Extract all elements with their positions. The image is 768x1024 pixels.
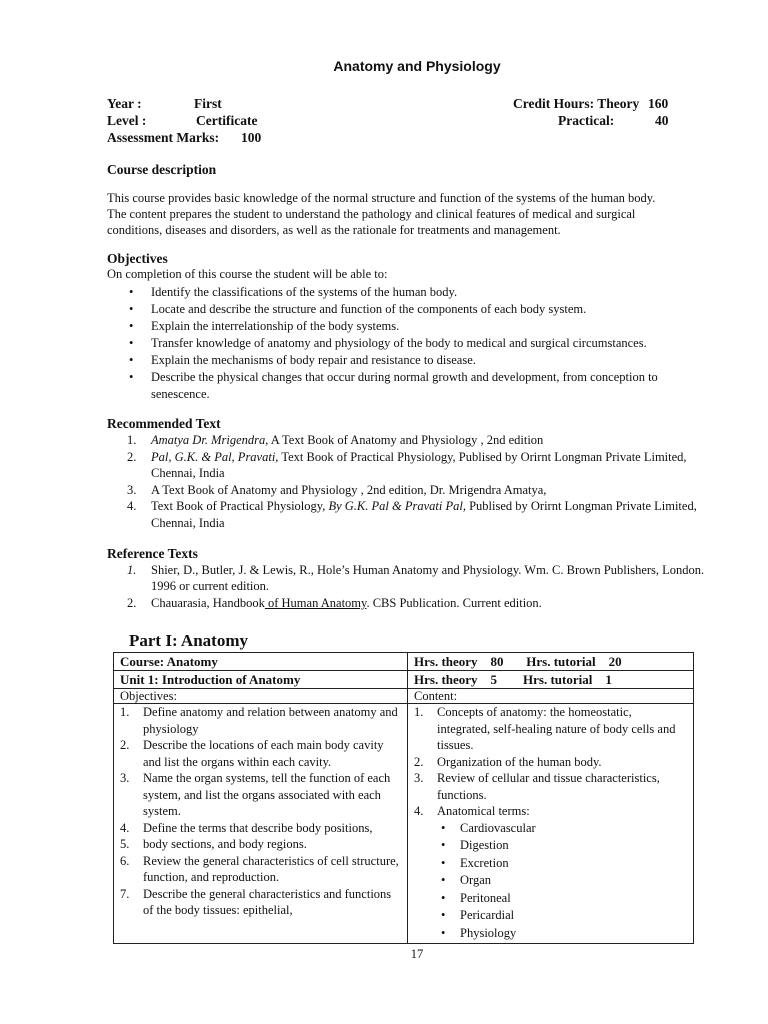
level-value: Certificate — [196, 113, 258, 128]
unit-objectives-list — [120, 704, 401, 919]
year-value: First — [194, 96, 222, 111]
recommended-text-heading: Recommended Text — [107, 416, 221, 431]
reference-list — [107, 563, 719, 612]
recommended-item: 2. Pal, G.K. & Pal, Pravati, Text Book of Practical Physiology, Publised by Orirnt Longman Private Limited, Chennai, India — [127, 449, 687, 480]
recommended-item: 3. A Text Book of Anatomy and Physiology , 2nd edition, Dr. Mrigendra Amatya, — [127, 482, 547, 497]
year-label: Year : — [107, 96, 142, 111]
objective-item: • Locate and describe the structure and function of the components of each body system. — [107, 301, 719, 318]
marks-value: 100 — [241, 130, 262, 145]
anatomical-term: • Organ — [414, 872, 687, 890]
objective-item: • Explain the interrelationship of the body systems. — [107, 318, 719, 335]
recommended-list — [107, 432, 717, 531]
objectives-intro: On completion of this course the student will be able to: — [107, 267, 388, 281]
unit-content-item: 4. Anatomical terms: — [414, 804, 530, 818]
level-label: Level : — [107, 113, 147, 128]
unit-objective-item: 3. Name the organ systems, tell the function of each system, and list the organs associated with each system. — [120, 771, 391, 818]
credit-hours-label: Credit Hours: Theory — [513, 96, 640, 111]
page-number: 17 — [410, 947, 424, 961]
course-description-line: This course provides basic knowledge of the normal structure and function of the systems of the human body. — [107, 191, 656, 205]
objectives-heading: Objectives — [107, 251, 168, 266]
unit-objectives-cell — [114, 704, 408, 944]
reference-item: 2. Chauarasia, Handbook of Human Anatomy. CBS Publication. Current edition. — [127, 596, 542, 610]
objective-item: • Identify the classifications of the systems of the human body. — [107, 284, 719, 301]
course-label: Course: Anatomy — [114, 653, 408, 671]
course-description-line: The content prepares the student to understand the pathology and clinical features of medical and surgical — [107, 207, 636, 221]
credit-hours-theory: 160 — [648, 96, 669, 111]
unit-label: Unit 1: Introduction of Anatomy — [114, 671, 408, 689]
unit-objective-item: 2. Describe the locations of each main body cavity and list the organs within each cavity. — [120, 738, 384, 769]
objective-item: • Describe the physical changes that occur during normal growth and development, from conception to senescence. — [107, 369, 719, 403]
objectives-column-label: Objectives: — [114, 689, 408, 704]
anatomical-term: • Peritoneal — [414, 890, 687, 908]
unit-content-cell — [408, 704, 694, 944]
anatomical-term: • Pericardial — [414, 907, 687, 925]
unit-objective-item: 6. Review the general characteristics of cell structure, function, and reproduction. — [120, 853, 399, 884]
course-hours: Hrs. theory 80 Hrs. tutorial 20 — [408, 653, 694, 671]
practical-label: Practical: — [558, 113, 615, 128]
course-description-text — [107, 190, 727, 238]
practical-value: 40 — [655, 113, 669, 128]
objectives-list — [107, 284, 719, 403]
marks-label: Assessment Marks: — [107, 130, 220, 145]
unit-objective-item: 5. body sections, and body regions. — [120, 837, 307, 851]
course-description-heading: Course description — [107, 162, 217, 177]
unit-objective-item: 7. Describe the general characteristics and functions of the body tissues: epithelial, — [120, 886, 392, 917]
recommended-item: 4. Text Book of Practical Physiology, By G.K. Pal & Pravati Pal, Publised by Orirnt Longman Private Limited, Chennai, India — [127, 499, 697, 530]
content-column-label: Content: — [408, 689, 694, 704]
course-table — [113, 652, 694, 944]
course-description-line: conditions, diseases and disorders, as well as the rationale for treatments and management. — [107, 223, 561, 237]
anatomical-term: • Physiology — [414, 925, 687, 943]
unit-hours: Hrs. theory 5 Hrs. tutorial 1 — [408, 671, 694, 689]
unit-objective-item: 1. Define anatomy and relation between anatomy and physiology — [120, 705, 398, 736]
part-title: Part I: Anatomy — [129, 631, 248, 650]
unit-content-item: 2. Organization of the human body. — [414, 754, 602, 769]
page-title: Anatomy and Physiology — [333, 58, 501, 74]
anatomical-terms-list — [414, 820, 687, 943]
anatomical-term: • Excretion — [414, 855, 687, 873]
unit-objective-item: 4. Define the terms that describe body positions, — [120, 820, 373, 835]
objective-item: • Explain the mechanisms of body repair and resistance to disease. — [107, 352, 719, 369]
unit-content-item: 3. Review of cellular and tissue characteristics, functions. — [414, 771, 660, 802]
unit-content-item: 1. Concepts of anatomy: the homeostatic, integrated, self-healing nature of body cells and tissues. — [414, 705, 676, 752]
unit-content-list — [414, 704, 687, 820]
anatomical-term: • Digestion — [414, 837, 687, 855]
reference-item: 1. Shier, D., Butler, J. & Lewis, R., Hole’s Human Anatomy and Physiology. Wm. C. Brown Publishers, London. 1996 or current edition. — [127, 563, 705, 593]
recommended-item: 1. Amatya Dr. Mrigendra, A Text Book of Anatomy and Physiology , 2nd edition — [127, 433, 544, 447]
reference-texts-heading: Reference Texts — [107, 546, 198, 561]
objective-item: • Transfer knowledge of anatomy and physiology of the body to medical and surgical circumstances. — [107, 335, 719, 352]
anatomical-term: • Cardiovascular — [414, 820, 687, 838]
